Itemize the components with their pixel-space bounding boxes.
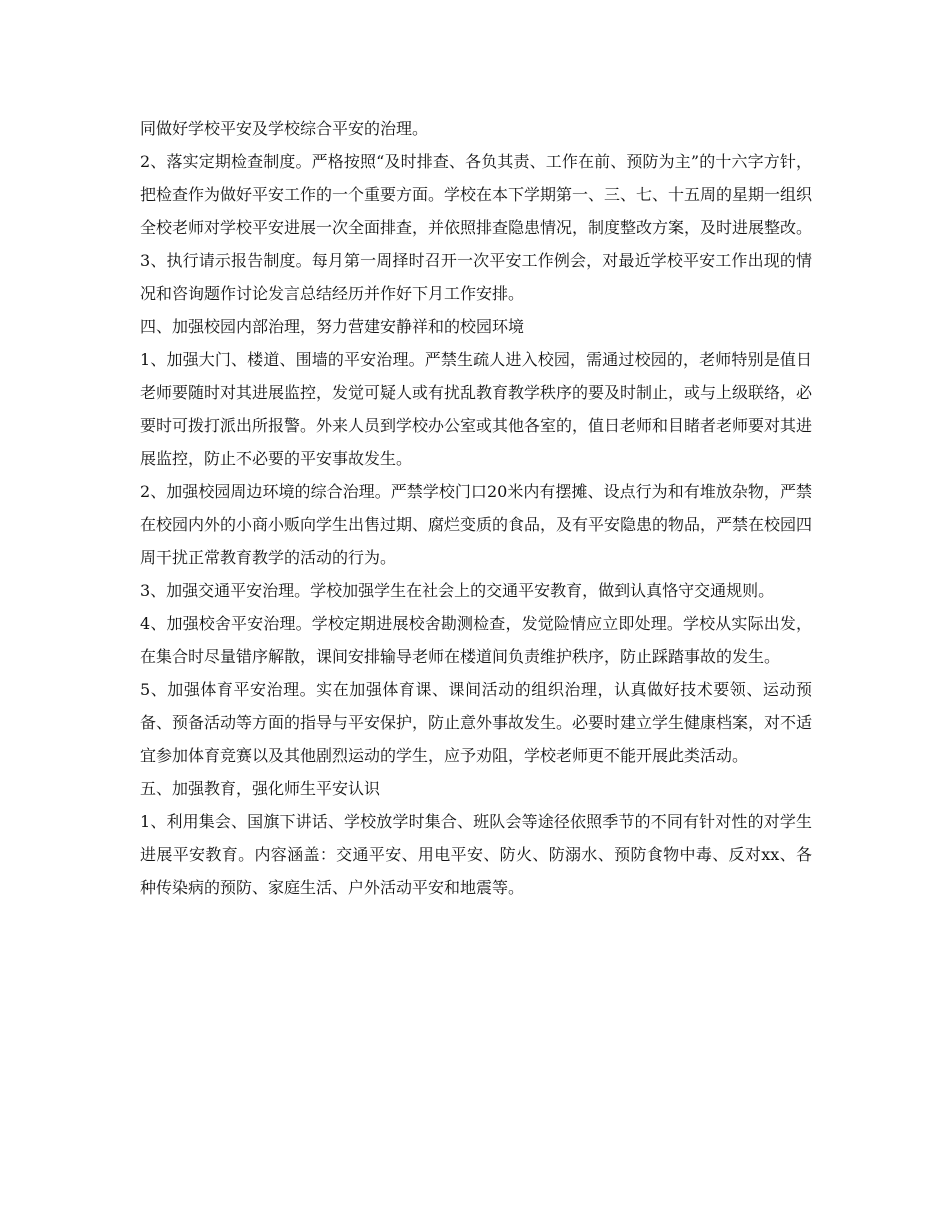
paragraph-reporting-system: 3、执行请示报告制度。每月第一周择时召开一次平安工作例会，对最近学校平安工作出现的情况和咨询题作讨论发言总结经历并作好下月工作安排。 xyxy=(140,251,812,303)
paragraph-gate-safety: 1、加强大门、楼道、围墙的平安治理。严禁生疏人进入校园，需通过校园的，老师特别是值日老师要随时对其进展监控，发觉可疑人或有扰乱教育教学秩序的要及时制止，或与上级联络，必要时可拨打派出所报警。外来人员到学校办公室或其他各室的，值日老师和目睹者老师要对其进展监控，防止不必要的平安事故发生。 xyxy=(140,350,813,468)
paragraph-inspection-system: 2、落实定期检查制度。严格按照“及时排查、各负其责、工作在前、预防为主”的十六字方针，把检查作为做好平安工作的一个重要方面。学校在本下学期第一、三、七、十五周的星期一组织全校老师对学校平安进展一次全面排查，并依照排查隐患情况，制度整改方案，及时进展整改。 xyxy=(140,152,813,237)
paragraph-sports-safety: 5、加强体育平安治理。实在加强体育课、课间活动的组织治理，认真做好技术要领、运动预备、预备活动等方面的指导与平安保护，防止意外事故发生。必要时建立学生健康档案，对不适宜参加体育竞赛以及其他剧烈运动的学生，应予劝阻，学校老师更不能开展此类活动。 xyxy=(140,680,813,765)
document-body xyxy=(140,112,812,904)
section-heading-five: 五、加强教育，强化师生平安认识 xyxy=(140,779,381,798)
paragraph-surroundings: 2、加强校园周边环境的综合治理。严禁学校门口20米内有摆摊、设点行为和有堆放杂物，严禁在校园内外的小商小贩向学生出售过期、腐烂变质的食品，及有平安隐患的物品，严禁在校园四周干扰正常教育教学的活动的行为。 xyxy=(140,482,813,567)
paragraph-continuation: 同做好学校平安及学校综合平安的治理。 xyxy=(140,119,429,138)
paragraph-safety-education: 1、利用集会、国旗下讲话、学校放学时集合、班队会等途径依照季节的不同有针对性的对学生进展平安教育。内容涵盖：交通平安、用电平安、防火、防溺水、预防食物中毒、反对xx、各种传染病的预防、家庭生活、户外活动平安和地震等。 xyxy=(140,812,812,897)
paragraph-traffic-safety: 3、加强交通平安治理。学校加强学生在社会上的交通平安教育，做到认真恪守交通规则。 xyxy=(140,581,775,600)
section-heading-four: 四、加强校园内部治理，努力营建安静祥和的校园环境 xyxy=(140,317,525,336)
paragraph-building-safety: 4、加强校舍平安治理。学校定期进展校舍勘测检查，发觉险情应立即处理。学校从实际出发，在集合时尽量错序解散，课间安排输导老师在楼道间负责维护秩序，防止踩踏事故的发生。 xyxy=(140,614,812,666)
